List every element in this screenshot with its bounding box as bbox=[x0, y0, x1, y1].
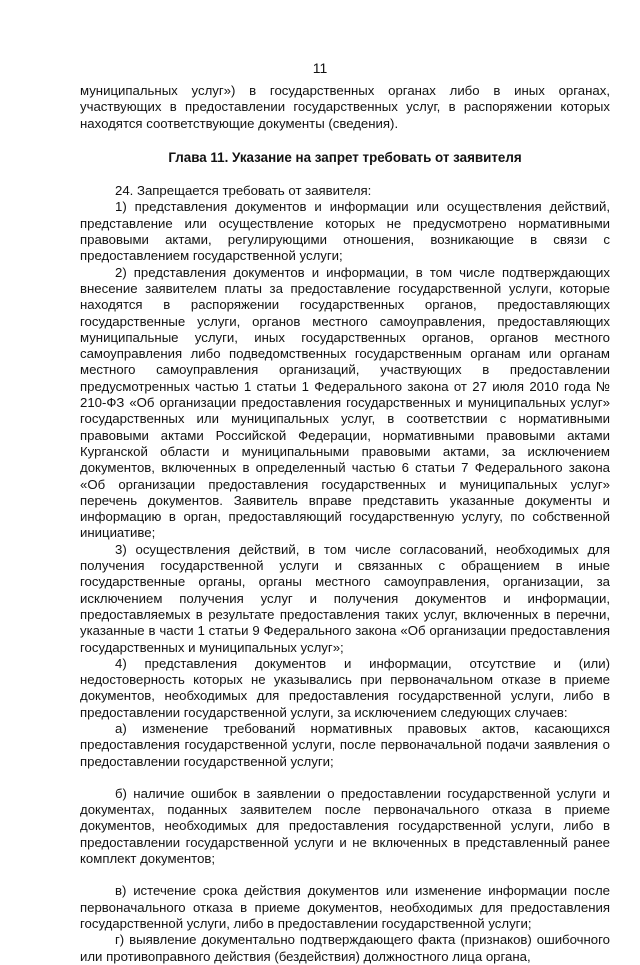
item-2: 2) представления документов и информации, в том числе подтверждающих внесение заявителем платы за предоставление государственной услуги, которые находятся в распоряжении государственных органов, предоставляющих государственные услуги, органов местного самоуправления, предоставляющих муниципальные услуги, иных государственных органов, органов местного самоуправления либо подведомственных государственным органам или органам местного самоуправления организаций, участвующих в предоставлении предусмотренных частью 1 статьи 1 Федерального закона от 27 июля 2010 года № 210-ФЗ «Об организации предоставления государственных и муниципальных услуг» государственных или муниципальных услуг, в соответствии с нормативными правовыми актами Российской Федерации, нормативными правовыми актами Курганской области и муниципальными правовыми актами, за исключением документов, включенных в определенный частью 6 статьи 7 Федерального закона «Об организации предоставления государственных и муниципальных услуг» перечень документов. Заявитель вправе представить указанные документы и информацию в орган, предоставляющий государственную услугу, по собственной инициативе; bbox=[80, 264, 610, 541]
paragraph-24-heading: 24. Запрещается требовать от заявителя: bbox=[115, 183, 372, 199]
subitem-g: г) выявление документально подтверждающего факта (признаков) ошибочного или противоправного действия (бездействия) должностного лица органа, bbox=[80, 932, 610, 964]
chapter-title: Глава 11. Указание на запрет требовать от заявителя bbox=[168, 149, 522, 165]
document-body bbox=[80, 83, 610, 965]
item-1: 1) представления документов и информации или осуществления действий, представление или осуществление которых не предусмотрено нормативными правовыми актами, регулирующими отношения, возникающие в связи с предоставлением государственной услуги; bbox=[80, 199, 610, 264]
item-4: 4) представления документов и информации, отсутствие и (или) недостоверность которых не указывались при первоначальном отказе в приеме документов, необходимых для предоставления государственной услуги, либо в предоставлении государственной услуги, за исключением следующих случаев: bbox=[80, 655, 610, 720]
item-3: 3) осуществления действий, в том числе согласований, необходимых для получения государственной услуги и связанных с обращением в иные государственные органы, органы местного самоуправления, организации, за исключением получения услуг и получения документов и информации, предоставляемых в результате предоставления таких услуг, включенных в перечни, указанные в части 1 статьи 9 Федерального закона «Об организации предоставления государственных и муниципальных услуг»; bbox=[80, 541, 610, 655]
subitem-a: а) изменение требований нормативных правовых актов, касающихся предоставления государственной услуги, после первоначальной подачи заявления о предоставлении государственной услуги; bbox=[80, 720, 610, 769]
intro-fragment: муниципальных услуг») в государственных органах либо в иных органах, участвующих в предоставлении государственных услуг, в распоряжении которых находятся соответствующие документы (сведения). bbox=[80, 83, 610, 131]
subitem-v: в) истечение срока действия документов или изменение информации после первоначального отказа в приеме документов, необходимых для предоставления государственной услуги, либо в предоставлении государственной услуги; bbox=[80, 883, 610, 931]
page-number: 11 bbox=[312, 60, 328, 76]
subitem-b: б) наличие ошибок в заявлении о предоставлении государственной услуги и документах, поданных заявителем после первоначального отказа в приеме документов, необходимых для предоставления государственной услуги, либо в предоставлении государственной услуги и не включенных в представленный ранее комплект документов; bbox=[80, 785, 610, 867]
